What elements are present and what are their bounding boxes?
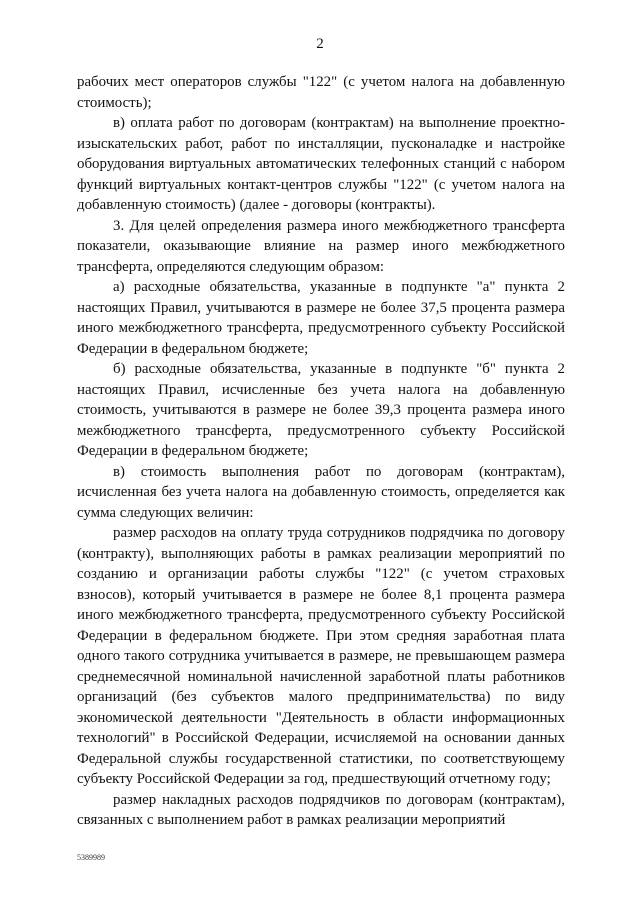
paragraph-clause-3: 3. Для целей определения размера иного межбюджетного трансферта показатели, оказывающие влияние на размер иного межбюджетного трансферта, определяются следующим образом: — [77, 217, 565, 275]
paragraph-overhead-costs: размер накладных расходов подрядчиков по договорам (контрактам), связанных с выполнением работ в рамках реализации мероприятий — [77, 791, 565, 828]
paragraph-continuation: рабочих мест операторов службы "122" (с учетом налога на добавленную стоимость); — [77, 74, 565, 111]
paragraph-labor-costs: размер расходов на оплату труда сотрудников подрядчика по договору (контракту), выполняющих работы в рамках реализации мероприятий по созданию и организации работы службы "122" (с учетом страховых взносов), который учитывается в размере не более 8,1 процента размера иного межбюджетного трансферта, предусмотренного субъекту Российской Федерации в федеральном бюджете. При этом средняя заработная плата одного такого сотрудника учитывается в размере, не превышающем размера среднемесячной номинальной начисленной заработной платы работников организаций (без субъектов малого предпринимательства) по виду экономической деятельности "Деятельность в области информационных технологий" в Российской Федерации, исчисляемой на основании данных Федеральной службы государственной статистики, по соответствующему субъекту Российской Федерации за год, предшествующий отчетному году; — [77, 525, 565, 787]
paragraph-item-v-contracts: в) оплата работ по договорам (контрактам) на выполнение проектно-изыскательских работ, работ по инсталляции, пусконаладке и настройке оборудования виртуальных автоматических телефонных станций с набором функций виртуальных контакт-центров службы "122" (с учетом налога на добавленную стоимость) (далее - договоры (контракты). — [77, 115, 565, 213]
document-code: 5389989 — [77, 853, 105, 862]
paragraph-item-b: б) расходные обязательства, указанные в подпункте "б" пункта 2 настоящих Правил, исчисленные без учета налога на добавленную стоимость, учитываются в размере не более 39,3 процента размера иного межбюджетного трансферта, предусмотренного субъекту Российской Федерации в федеральном бюджете; — [77, 361, 565, 459]
document-body — [77, 72, 565, 831]
page-number: 2 — [316, 36, 324, 52]
paragraph-item-v-cost: в) стоимость выполнения работ по договорам (контрактам), исчисленная без учета налога на добавленную стоимость, определяется как сумма следующих величин: — [77, 463, 565, 521]
paragraph-item-a: а) расходные обязательства, указанные в подпункте "а" пункта 2 настоящих Правил, учитываются в размере не более 37,5 процента размера иного межбюджетного трансферта, предусмотренного субъекту Российской Федерации в федеральном бюджете; — [77, 279, 565, 357]
